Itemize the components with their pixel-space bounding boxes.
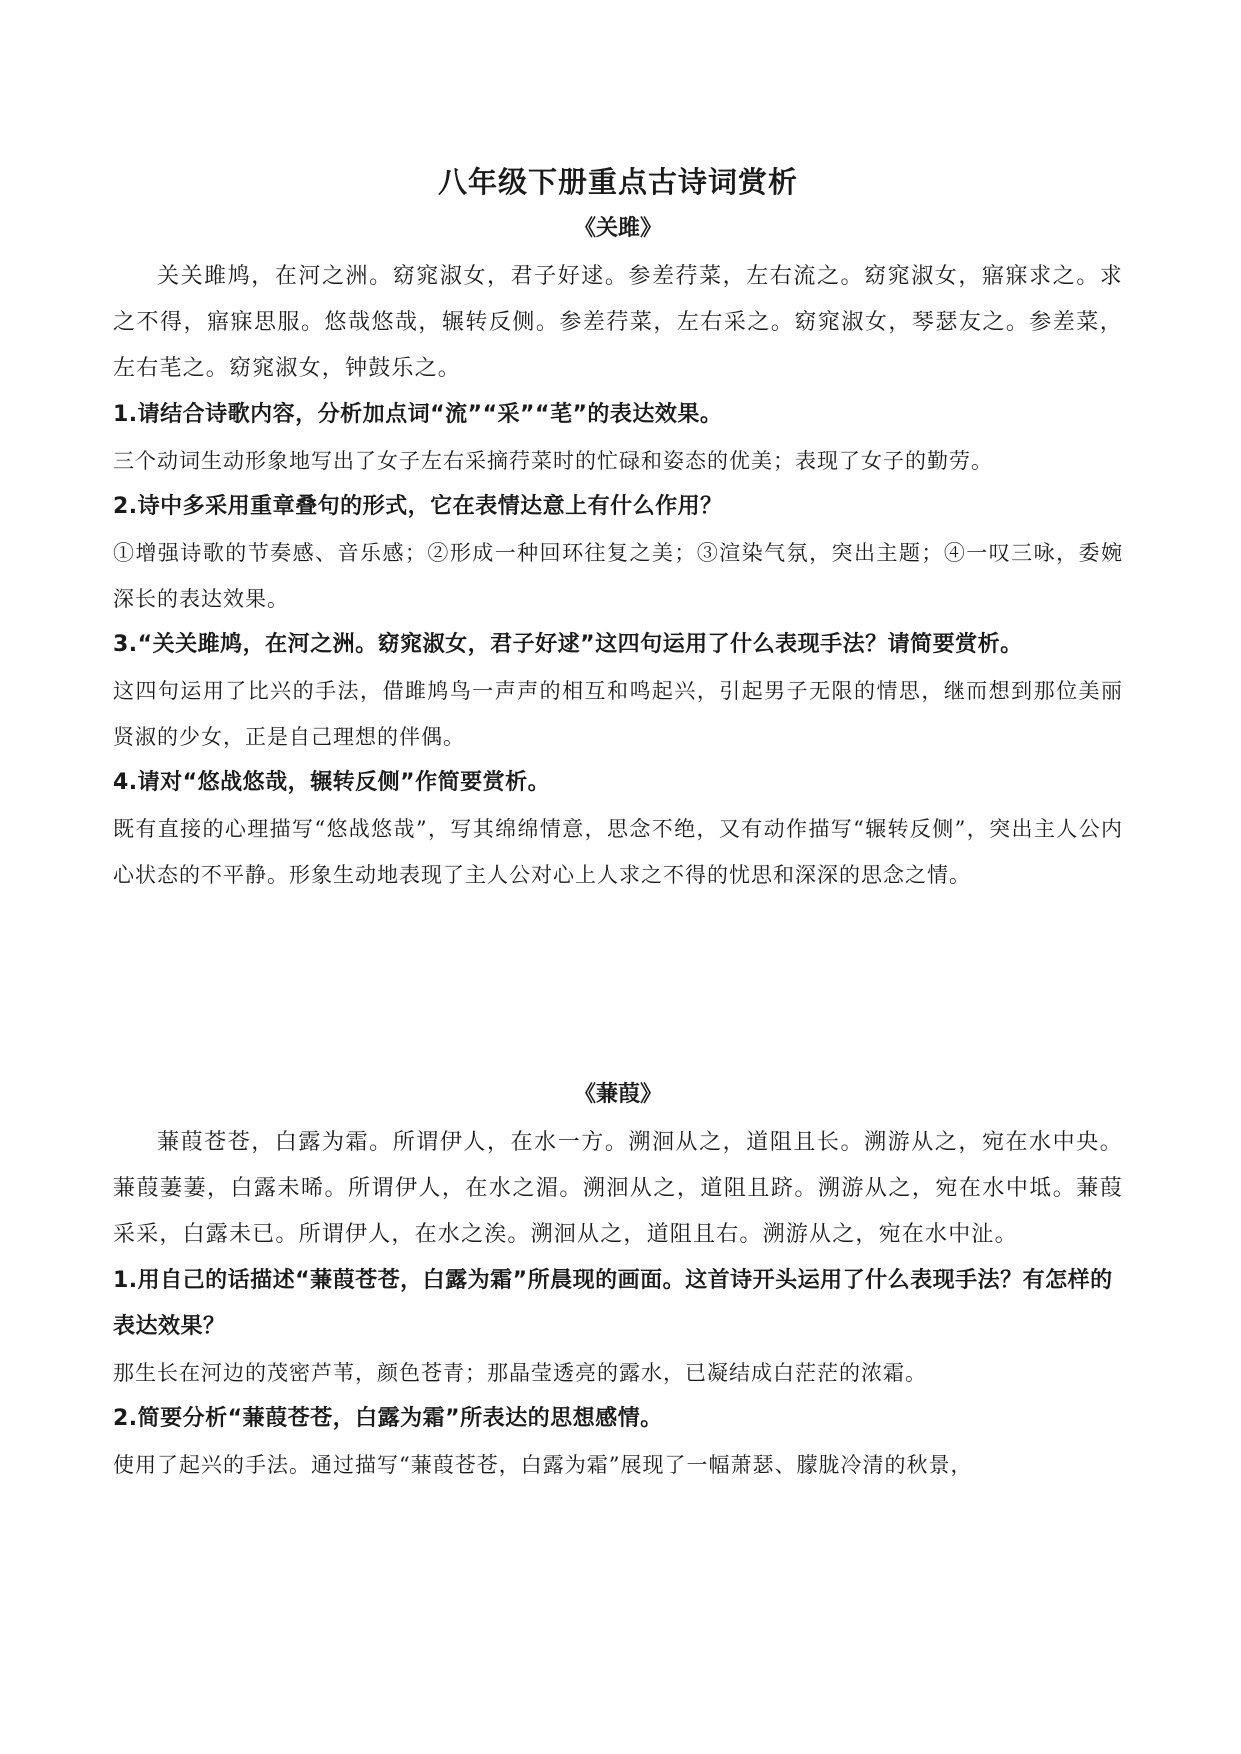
answer-2: 使用了起兴的手法。通过描写“蒹葭苍苍，白露为霜”展现了一幅萧瑟、朦胧冷清的秋景， [113, 1453, 973, 1477]
question-3: 3.“关关雎鸠，在河之洲。窈窕淑女，君子好逑”这四句运用了什么表现手法？请简要赏析。 [113, 632, 1023, 657]
question-1: 1.请结合诗歌内容，分析加点词“流”“采”“芼”的表达效果。 [113, 402, 723, 427]
poem-section-guanju [113, 212, 1123, 898]
question-4: 4.请对“悠战悠哉，辗转反侧”作简要赏析。 [113, 770, 551, 795]
document-title: 八年级下册重点古诗词赏析 [437, 165, 798, 199]
poem-title: 《关雎》 [573, 216, 662, 241]
poem-title: 《蒹葭》 [573, 1082, 662, 1107]
question-2: 2.诗中多采用重章叠句的形式，它在表情达意上有什么作用？ [113, 494, 723, 519]
question-1: 1.用自己的话描述“蒹葭苍苍，白露为霜”所晨现的画面。这首诗开头运用了什么表现手法？有怎样的表达效果？ [113, 1268, 1113, 1339]
answer-1: 那生长在河边的茂密芦苇，颜色苍青；那晶莹透亮的露水，已凝结成白茫茫的浓霜。 [113, 1361, 927, 1385]
answer-2: ①增强诗歌的节奏感、音乐感；②形成一种回环往复之美；③渲染气氛，突出主题；④一叹三咏，委婉深长的表达效果。 [113, 541, 1123, 611]
poem-text: 关关雎鸠，在河之洲。窈窕淑女，君子好逑。参差荇菜，左右流之。窈窕淑女，寤寐求之。求之不得，寤寐思服。悠哉悠哉，辗转反侧。参差荇菜，左右采之。窈窕淑女，琴瑟友之。参差菜，左右芼之。窈窕淑女，钟鼓乐之。 [113, 264, 1123, 381]
answer-3: 这四句运用了比兴的手法，借雎鸠鸟一声声的相互和鸣起兴，引起男子无限的情思，继而想到那位美丽贤淑的少女，正是自己理想的伴偶。 [113, 679, 1123, 749]
poem-section-jianjia [113, 1078, 1123, 1488]
answer-1: 三个动词生动形象地写出了女子左右采摘荇菜时的忙碌和姿态的优美；表现了女子的勤劳。 [113, 449, 993, 473]
answer-4: 既有直接的心理描写“悠战悠哉”，写其绵绵情意，思念不绝，又有动作描写“辗转反侧”，突出主人公内心状态的不平静。形象生动地表现了主人公对心上人求之不得的忧思和深深的思念之情。 [113, 817, 1123, 887]
question-2: 2.简要分析“蒹葭苍苍，白露为霜”所表达的思想感情。 [113, 1406, 663, 1431]
poem-text: 蒹葭苍苍，白露为霜。所谓伊人，在水一方。溯洄从之，道阻且长。溯游从之，宛在水中央。蒹葭萋萋，白露未晞。所谓伊人，在水之湄。溯洄从之，道阻且跻。溯游从之，宛在水中坻。蒹葭采采，白露未已。所谓伊人，在水之涘。溯洄从之，道阻且右。溯游从之，宛在水中沚。 [113, 1130, 1123, 1247]
